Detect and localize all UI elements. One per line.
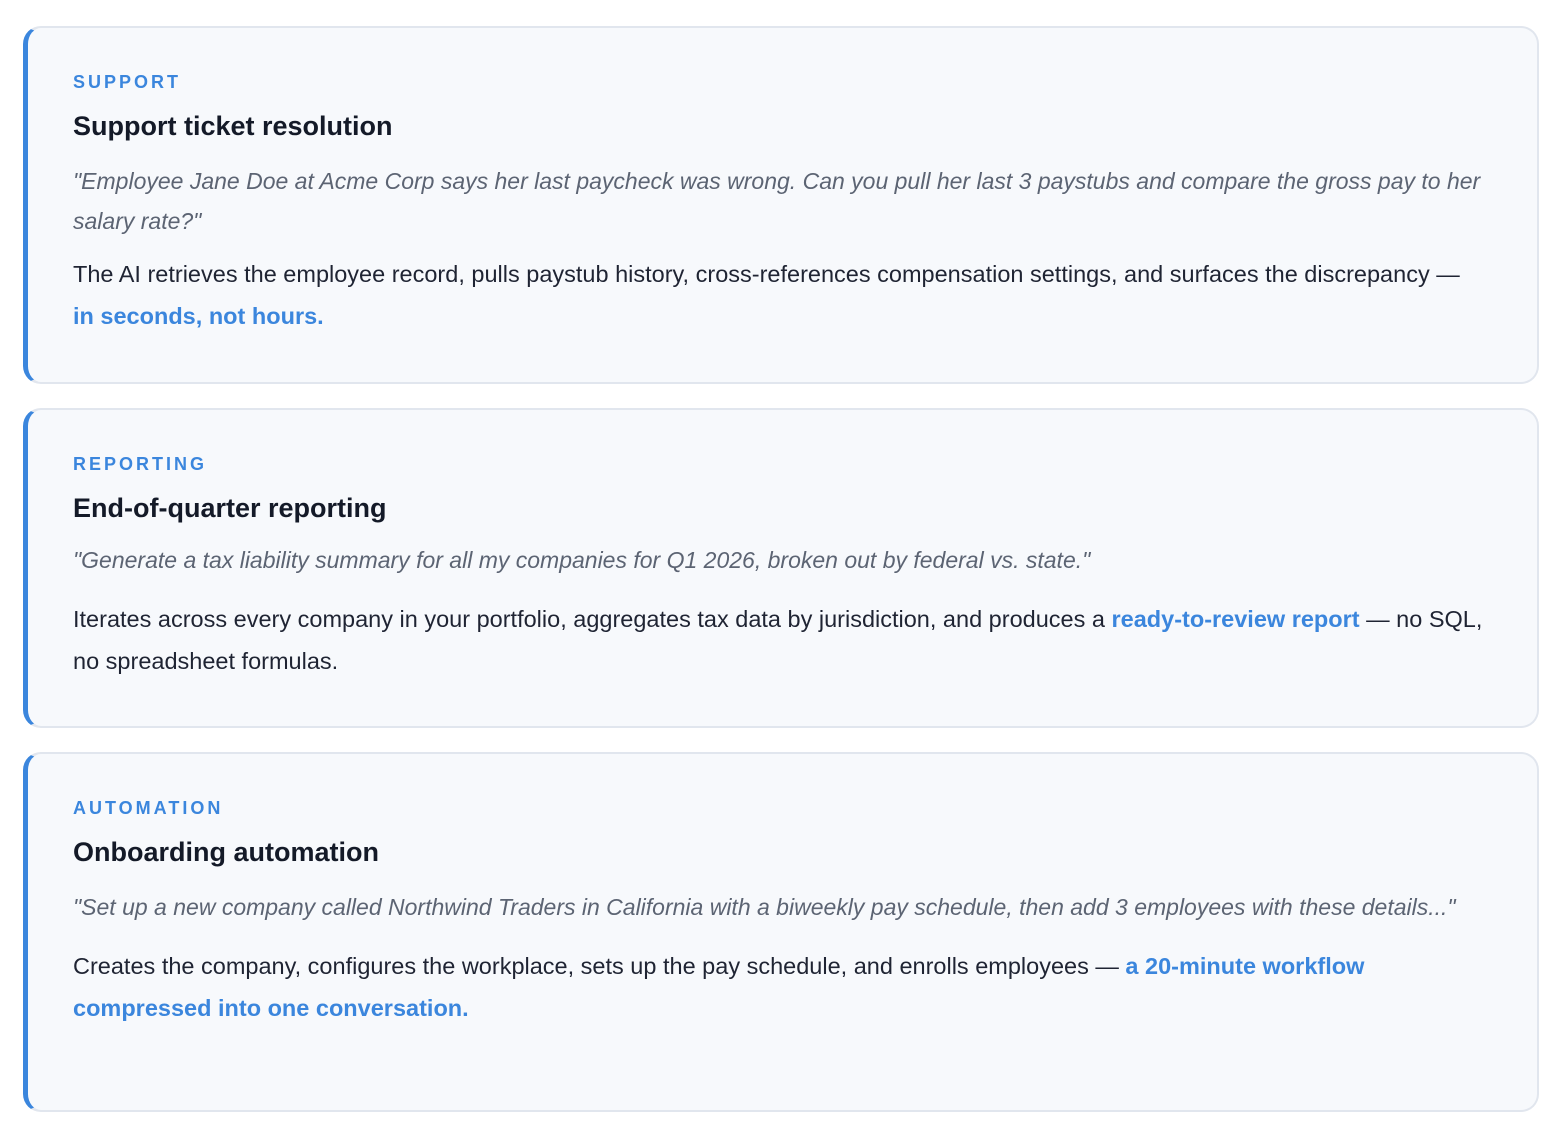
- card-title: End-of-quarter reporting: [73, 493, 387, 523]
- card-example-prompt: "Set up a new company called Northwind Traders in California with a biweekly pay schedule, then add 3 employees with these details...": [73, 894, 1456, 920]
- card-description-tail: — no SQL, no spreadsheet formulas.: [73, 606, 1483, 674]
- card-category-tag: SUPPORT: [73, 72, 182, 92]
- card-description: [73, 598, 1487, 682]
- card-description: [73, 945, 1487, 1029]
- card-example-prompt: "Generate a tax liability summary for all my companies for Q1 2026, broken out by federal vs. state.": [73, 547, 1091, 573]
- card-description-highlight: a 20-minute workflow compressed into one conversation.: [73, 953, 1365, 1021]
- card-description-text: Iterates across every company in your portfolio, aggregates tax data by jurisdiction, and produces a: [73, 606, 1112, 632]
- use-case-card-reporting: [23, 408, 1539, 728]
- card-example-prompt: "Employee Jane Doe at Acme Corp says her last paycheck was wrong. Can you pull her last 3 paystubs and compare the gross pay to her salary rate?": [73, 168, 1481, 234]
- card-category-tag: AUTOMATION: [73, 798, 224, 818]
- use-case-card-support: [23, 26, 1539, 384]
- card-category-tag: REPORTING: [73, 454, 208, 474]
- use-case-card-automation: [23, 752, 1539, 1112]
- card-title: Support ticket resolution: [73, 111, 393, 141]
- card-description: [73, 253, 1487, 337]
- card-description-text: Creates the company, configures the workplace, sets up the pay schedule, and enrolls employees —: [73, 953, 1126, 979]
- card-description-highlight: in seconds, not hours.: [73, 303, 324, 329]
- card-title: Onboarding automation: [73, 837, 379, 867]
- card-description-highlight: ready-to-review report: [1111, 606, 1360, 632]
- card-description-text: The AI retrieves the employee record, pulls paystub history, cross-references compensation settings, and surfaces the discrepancy —: [73, 261, 1460, 287]
